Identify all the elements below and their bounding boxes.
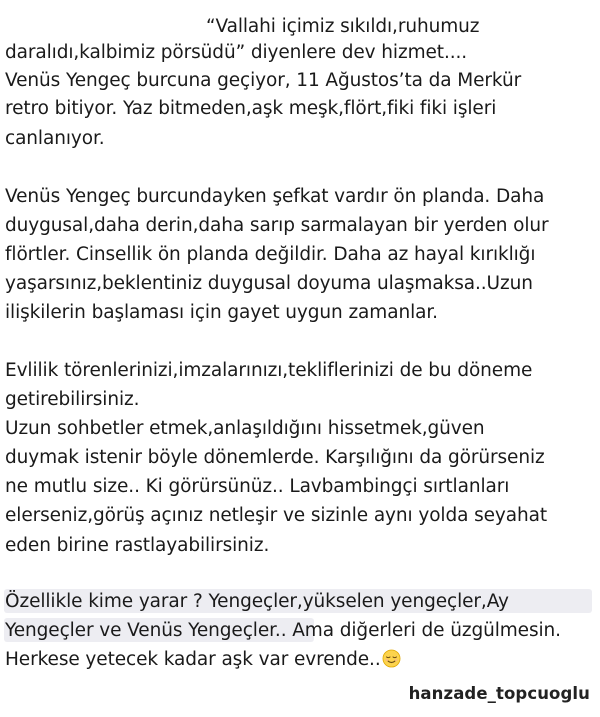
author-username: hanzade_topcuoglu <box>408 684 590 703</box>
paragraph3-line5: ne mutlu size.. Ki görürsünüz.. Lavbambingçi sırtlanları <box>5 476 510 497</box>
paragraph1-line5: canlanıyor. <box>5 128 105 149</box>
paragraph2-line3: flörtler. Cinsellik ön planda değildir. Daha az hayal kırıklığı <box>5 244 536 265</box>
paragraph3-line2: getirebilirsiniz. <box>5 389 140 410</box>
relieved-face-icon <box>382 649 401 668</box>
paragraph2-line1: Venüs Yengeç burcundayken şefkat vardır ön planda. Daha <box>5 186 545 207</box>
paragraph2-line5: ilişkilerin başlaması için gayet uygun zamanlar. <box>5 302 438 323</box>
paragraph1-line3: Venüs Yengeç burcuna geçiyor, 11 Ağustos’ta da Merkür <box>5 70 522 91</box>
paragraph4-line3-wrap <box>5 646 401 674</box>
paragraph3-line4: duymak istenir böyle dönemlerde. Karşılığını da görürseniz <box>5 447 545 468</box>
paragraph3-line3: Uzun sohbetler etmek,anlaşıldığını hissetmek,güven <box>5 418 485 439</box>
paragraph1-line1: “Vallahi içimiz sıkıldı,ruhumuz <box>206 16 480 37</box>
paragraph1-line2: daralıdı,kalbimiz pörsüdü” diyenlere dev hizmet.... <box>5 42 468 63</box>
paragraph1-line4: retro bitiyor. Yaz bitmeden,aşk meşk,flört,fiki fiki işleri <box>5 98 497 119</box>
paragraph3-line7: eden birine rastlayabilirsiniz. <box>5 535 270 556</box>
paragraph2-line4: yaşarsınız,beklentiniz duygusal doyuma ulaşmaksa..Uzun <box>5 273 533 294</box>
paragraph4-line3: Herkese yetecek kadar aşk var evrende.. <box>5 649 381 670</box>
paragraph3-line6: elerseniz,görüş açınız netleşir ve sizinle aynı yolda seyahat <box>5 505 548 526</box>
paragraph3-line1: Evlilik törenlerinizi,imzalarınızı,tekliflerinizi de bu döneme <box>5 360 533 381</box>
paragraph4-line1: Özellikle kime yarar ? Yengeçler,yükselen yengeçler,Ay <box>5 591 509 612</box>
paragraph2-line2: duygusal,daha derin,daha sarıp sarmalayan bir yerden olur <box>5 215 549 236</box>
paragraph4-line2: Yengeçler ve Venüs Yengeçler.. Ama diğerleri de üzgülmesin. <box>5 620 561 641</box>
